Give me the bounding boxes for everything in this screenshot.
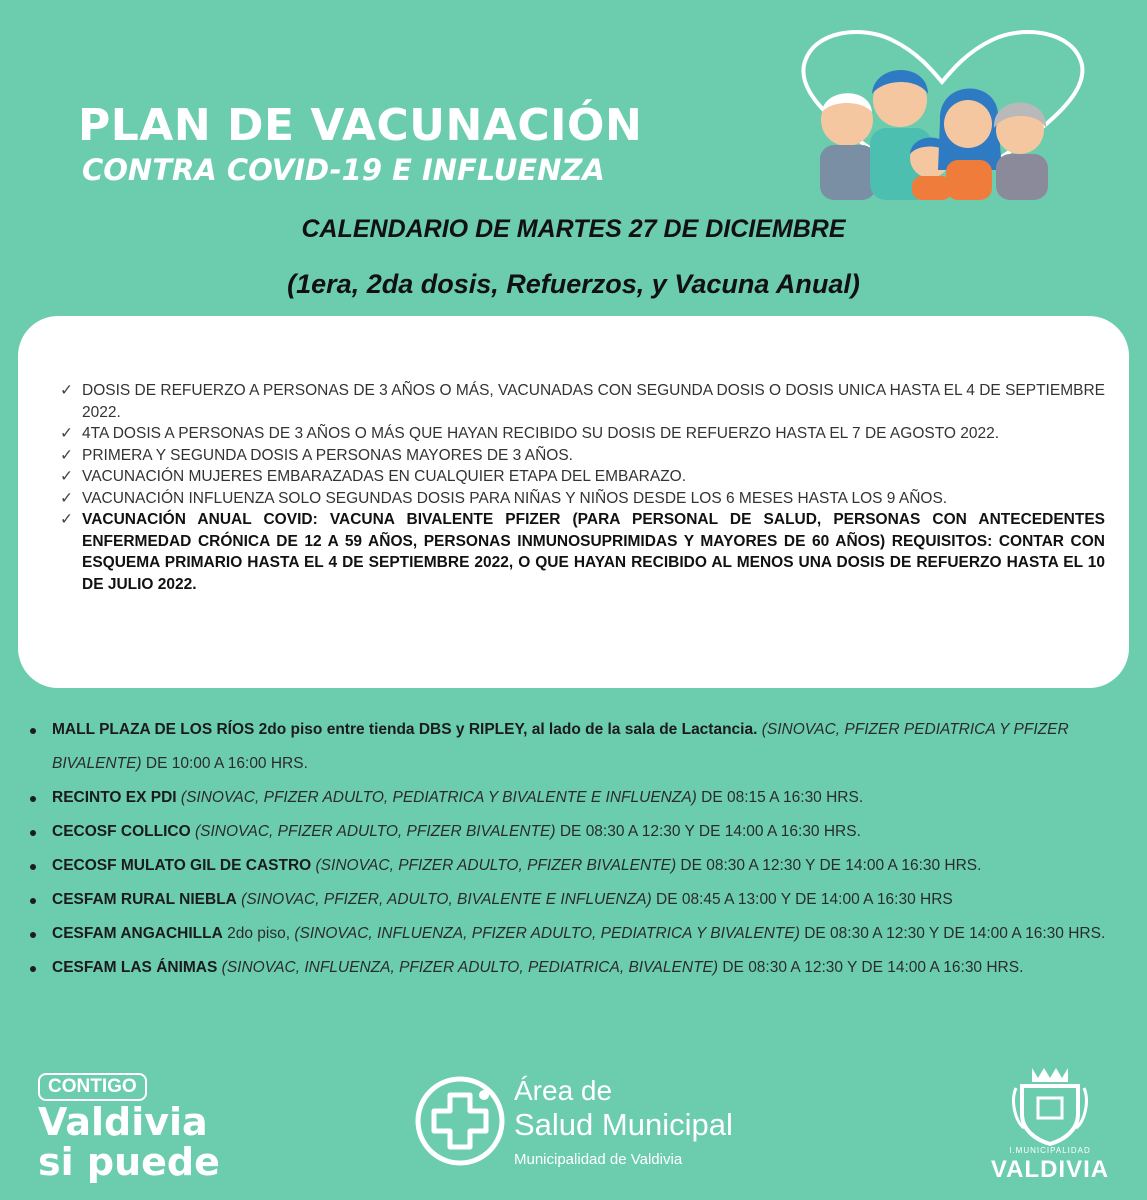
valdivia-line2: si puede <box>38 1140 220 1184</box>
contigo-label: CONTIGO <box>38 1073 147 1101</box>
site-vaccines: (SINOVAC, PFIZER ADULTO, PFIZER BIVALENTE) <box>194 823 556 840</box>
site-hours: DE 08:30 A 12:30 Y DE 14:00 A 16:30 HRS. <box>718 959 1024 976</box>
checkmark-icon: ✓ <box>60 381 73 399</box>
site-hours: DE 08:15 A 16:30 HRS. <box>696 789 864 806</box>
salud-title-line1: Área de <box>514 1075 613 1106</box>
site-hours: DE 08:30 A 12:30 Y DE 14:00 A 16:30 HRS. <box>799 925 1106 942</box>
contigo-valdivia-logo <box>38 1073 220 1184</box>
calendar-title: CALENDARIO DE MARTES 27 DE DICIEMBRE <box>301 215 846 243</box>
site-item <box>30 849 1127 883</box>
site-name: MALL PLAZA DE LOS RÍOS 2do piso entre tienda DBS y RIPLEY, al lado de la sala de Lactancia. <box>52 721 758 738</box>
bullet-icon <box>30 966 36 972</box>
bullet-icon <box>30 898 36 904</box>
site-vaccines: (SINOVAC, PFIZER, ADULTO, BIVALENTE E INFLUENZA) <box>241 891 652 908</box>
site-hours: DE 08:30 A 12:30 Y DE 14:00 A 16:30 HRS. <box>676 857 982 874</box>
site-name: CESFAM ANGACHILLA <box>52 925 223 942</box>
requirement-item-annual: ✓ VACUNACIÓN ANUAL COVID: VACUNA BIVALENTE PFIZER (PARA PERSONAL DE SALUD, PERSONAS CON ANTECEDENTES ENFERMEDAD CRÓNICA DE 12 A 59 AÑOS, PERSONAS INMUNOSUPRIMIDAS Y MAYORES DE 60 AÑOS) REQUISITOS: CONTAR CON ESQUEMA PRIMARIO HASTA EL 4 DE SEPTIEMBRE 2022, O QUE HAYAN RECIBIDO AL MENOS UNA DOSIS DE REFUERZO HASTA EL 10 DE JULIO 2022. <box>60 510 1105 593</box>
municipalidad-label: I.MUNICIPALIDAD <box>1009 1146 1091 1155</box>
site-name: CECOSF MULATO GIL DE CASTRO <box>52 857 312 874</box>
site-vaccines: (SINOVAC, PFIZER PEDIATRICA Y PFIZER BIVALENTE) <box>52 721 1069 772</box>
checkmark-icon: ✓ <box>60 488 73 507</box>
health-cross-icon <box>414 1075 506 1167</box>
site-item <box>30 815 1127 849</box>
requirement-item: ✓ PRIMERA Y SEGUNDA DOSIS A PERSONAS MAYORES DE 3 AÑOS. <box>60 445 1105 467</box>
site-item: CESFAM ANGACHILLA 2do piso, (SINOVAC, INFLUENZA, PFIZER ADULTO, PEDIATRICA Y BIVALENTE) DE 08:30 A 12:30 Y DE 14:00 A 16:30 HRS. <box>30 917 1127 951</box>
header <box>78 100 642 188</box>
site-item <box>30 713 1127 781</box>
site-item <box>30 951 1127 985</box>
site-item <box>30 781 1127 815</box>
requirements-list <box>60 380 1105 595</box>
salud-title-line2: Salud Municipal <box>514 1107 733 1142</box>
site-vaccines: (SINOVAC, INFLUENZA, PFIZER ADULTO, PEDIATRICA, BIVALENTE) <box>221 959 719 976</box>
bullet-icon <box>30 932 36 938</box>
checkmark-icon: ✓ <box>60 445 73 464</box>
site-vaccines: (SINOVAC, INFLUENZA, PFIZER ADULTO, PEDIATRICA Y BIVALENTE) <box>294 925 800 942</box>
bullet-icon <box>30 796 36 802</box>
site-vaccines: (SINOVAC, PFIZER ADULTO, PEDIATRICA Y BIVALENTE E INFLUENZA) <box>180 789 697 806</box>
checkmark-icon: ✓ <box>60 467 73 485</box>
salud-municipal-logo <box>414 1073 774 1173</box>
page-subtitle: CONTRA COVID-19 E INFLUENZA <box>82 153 605 187</box>
site-name: CESFAM LAS ÁNIMAS <box>52 959 218 976</box>
valdivia-label: VALDIVIA <box>990 1156 1110 1183</box>
site-hours: DE 10:00 A 16:00 HRS. <box>141 755 308 772</box>
bullet-icon <box>30 864 36 870</box>
requirement-item: ✓ DOSIS DE REFUERZO A PERSONAS DE 3 AÑOS O MÁS, VACUNADAS CON SEGUNDA DOSIS O DOSIS UNICA HASTA EL 4 DE SEPTIEMBRE 2022. <box>60 381 1105 421</box>
valdivia-line1: Valdivia <box>38 1100 208 1144</box>
bullet-icon <box>30 728 36 734</box>
page-title: PLAN DE VACUNACIÓN <box>78 100 643 151</box>
requirement-item: ✓ 4TA DOSIS A PERSONAS DE 3 AÑOS O MÁS QUE HAYAN RECIBIDO SU DOSIS DE REFUERZO HASTA EL 7 DE AGOSTO 2022. <box>60 423 1105 445</box>
requirement-item: ✓ VACUNACIÓN MUJERES EMBARAZADAS EN CUALQUIER ETAPA DEL EMBARAZO. <box>60 466 1105 488</box>
coat-of-arms-icon <box>1012 1058 1088 1146</box>
site-name: RECINTO EX PDI <box>52 789 177 806</box>
site-name: CECOSF COLLICO <box>52 823 191 840</box>
municipalidad-valdivia-logo <box>960 1050 1140 1190</box>
vaccination-sites-list <box>30 713 1127 985</box>
calendar-subtitle: (1era, 2da dosis, Refuerzos, y Vacuna Anual) <box>287 269 860 299</box>
site-hours: DE 08:30 A 12:30 Y DE 14:00 A 16:30 HRS. <box>555 823 861 840</box>
checkmark-icon: ✓ <box>60 424 73 442</box>
bullet-icon <box>30 830 36 836</box>
requirement-item: ✓ VACUNACIÓN INFLUENZA SOLO SEGUNDAS DOSIS PARA NIÑAS Y NIÑOS DESDE LOS 6 MESES HASTA LOS 9 AÑOS. <box>60 488 1105 510</box>
family-heart-illustration <box>792 20 1092 200</box>
site-item <box>30 883 1127 917</box>
salud-subtitle: Municipalidad de Valdivia <box>514 1151 683 1168</box>
site-hours: DE 08:45 A 13:00 Y DE 14:00 A 16:30 HRS <box>651 891 953 908</box>
site-vaccines: (SINOVAC, PFIZER ADULTO, PFIZER BIVALENTE) <box>315 857 677 874</box>
site-name: CESFAM RURAL NIEBLA <box>52 891 237 908</box>
checkmark-icon: ✓ <box>60 510 73 528</box>
